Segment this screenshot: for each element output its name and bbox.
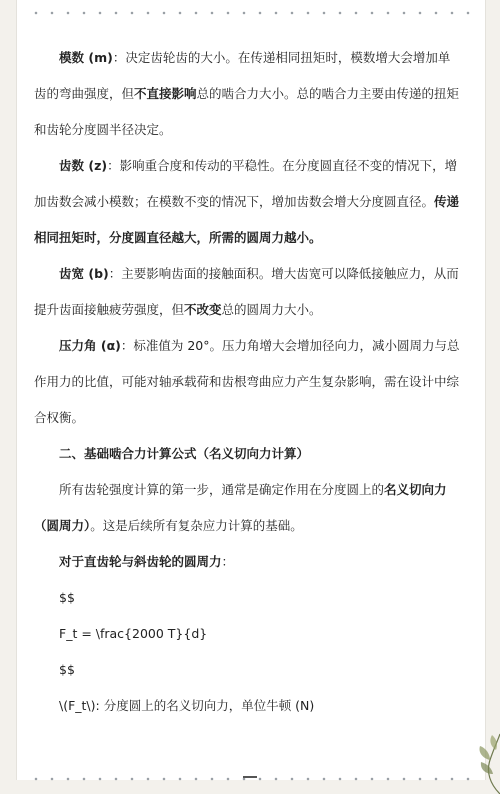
paragraph-module: 模数 (m)：决定齿轮齿的大小。在传递相同扭矩时，模数增大会增加单齿的弯曲强度，但不直接影响总的啮合力大小。总的啮合力主要由传递的扭矩和齿轮分度圆半径决定。 (34, 50, 460, 137)
subheading-line: 对于直齿轮与斜齿轮的圆周力： (59, 554, 235, 569)
top-dotted-border (28, 10, 472, 16)
paragraph-intro: 所有齿轮强度计算的第一步，通常是确定作用在分度圆上的名义切向力（圆周力）。这是后续所有复杂应力计算的基础。 (34, 482, 447, 533)
paragraph-width: 齿宽 (b)：主要影响齿面的接触面积。增大齿宽可以降低接触应力，从而提升齿面接触疲劳强度，但不改变总的圆周力大小。 (34, 266, 459, 317)
paragraph-teeth: 齿数 (z)：影响重合度和传动的平稳性。在分度圆直径不变的情况下，增加齿数会减小模数；在模数不变的情况下，增加齿数会增大分度圆直径。传递相同扭矩时，分度圆直径越大，所需的圆周力越小。 (34, 158, 460, 245)
variable-definition: \(F_t\): 分度圆上的名义切向力，单位牛顿 (N) (59, 698, 315, 713)
term-teeth: 齿数 (z) (59, 158, 108, 173)
math-close: $$ (59, 662, 75, 677)
formula: F_t = \frac{2000 T}{d} (59, 626, 208, 641)
term-module: 模数 (m) (59, 50, 113, 65)
document-body (34, 40, 460, 724)
subheading: 对于直齿轮与斜齿轮的圆周力 (59, 554, 222, 569)
term-angle: 压力角 (α) (59, 338, 121, 353)
math-open: $$ (59, 590, 75, 605)
leaf-decoration-icon (460, 724, 500, 794)
bottom-marker (243, 776, 257, 778)
term-width: 齿宽 (b) (59, 266, 109, 281)
section-heading: 二、基础啮合力计算公式（名义切向力计算） (59, 446, 310, 461)
paragraph-angle: 压力角 (α)：标准值为 20°。压力角增大会增加径向力，减小圆周力与总作用力的比值，可能对轴承载荷和齿根弯曲应力产生复杂影响，需在设计中综合权衡。 (34, 338, 460, 425)
